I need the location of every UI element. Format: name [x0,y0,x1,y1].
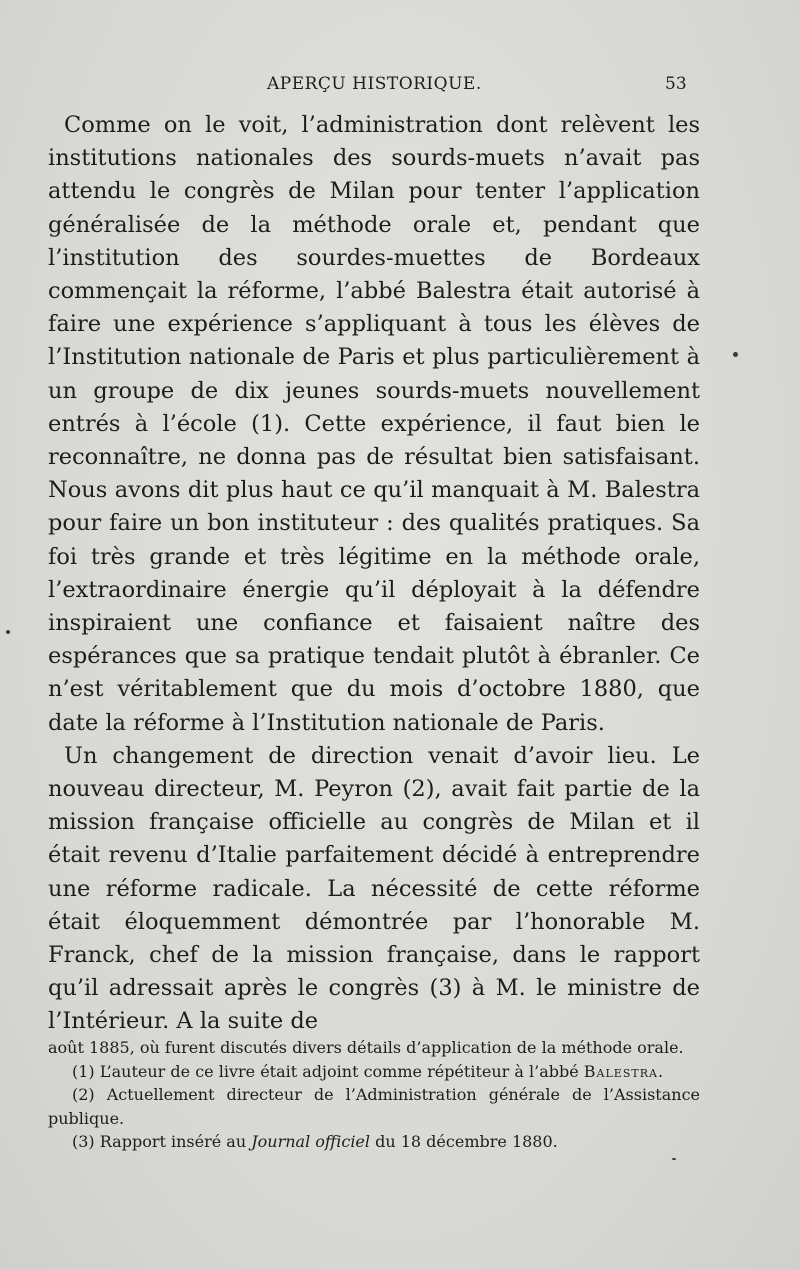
footnote-continuation: août 1885, où furent discutés divers détails d’application de la méthode orale. [48,1038,684,1057]
page-number: 53 [665,74,687,94]
footnote-3-text: (3) Rapport inséré au [72,1132,252,1151]
ink-speck [733,352,738,357]
footnote-3-journal: Journal officiel [251,1132,371,1151]
running-head [0,74,800,100]
footnote-1 [48,1060,700,1084]
running-title: APERÇU HISTORIQUE. [267,74,482,94]
paragraph-2: Un changement de direction venait d’avoir lieu. Le nouveau directeur, M. Peyron (2), avait fait partie de la mission française officielle au congrès de Milan et il était revenu d’Italie parfaitement décidé à entreprendre une réforme radicale. La nécessité de cette réforme était éloquemment démontrée par l’honorable M. Franck, chef de la mission française, dans le rapport qu’il adressait après le congrès (3) à M. le ministre de l’Intérieur. A la suite de [48,742,700,1035]
footnote-2: (2) Actuellement directeur de l’Administration générale de l’Assistance publique. [48,1085,700,1128]
paragraph-1: Comme on le voit, l’administration dont relèvent les institutions nationales des sourds-muets n’avait pas attendu le congrès de Milan pour tenter l’application généralisée de la méthode orale et, pendant que l’institution des sourdes-muettes de Bordeaux commençait la réforme, l’abbé Balestra était autorisé à faire une expérience s’appliquant à tous les élèves de l’Institution nationale de Paris et plus particulièrement à un groupe de dix jeunes sourds-muets nouvellement entrés à l’école (1). Cette expérience, il faut bien le reconnaître, ne donna pas de résultat bien satisfaisant. Nous avons dit plus haut ce qu’il manquait à M. Balestra pour faire un bon instituteur : des qualités pratiques. Sa foi très grande et très légitime en la méthode orale, l’extraordinaire énergie qu’il déployait à la défendre inspiraient une confiance et faisaient naître des espérances que sa pratique tendait plutôt à ébranler. Ce n’est véritablement que du mois d’octobre 1880, que date la réforme à l’Institution nationale de Paris. [48,112,700,736]
ink-speck [6,630,10,634]
footnote-3-end: du 18 décembre 1880. [370,1132,558,1151]
footnote-1-text: (1) L’auteur de ce livre était adjoint comme répétiteur à l’abbé [72,1061,584,1081]
footnote-3 [48,1130,700,1154]
footnote-1-end: . [657,1061,664,1081]
ink-speck [672,1158,676,1160]
footnotes [48,1036,700,1154]
footnote-1-name: Balestra [583,1061,658,1081]
main-text [48,109,700,1039]
